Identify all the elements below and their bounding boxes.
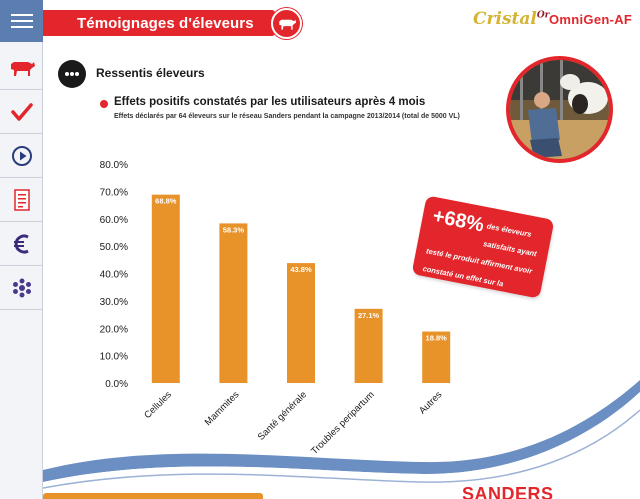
callout-text: des éleveurs satisfaits ayant testé le produit affirment avoir constaté un effet sur la mamelle. xyxy=(418,221,538,297)
bar-value-label: 27.1% xyxy=(357,310,380,320)
y-tick-label: 20.0% xyxy=(99,324,128,336)
bottom-tab-bar[interactable] xyxy=(43,493,263,499)
y-tick-label: 60.0% xyxy=(99,214,128,226)
y-tick-label: 40.0% xyxy=(99,269,128,281)
bar-value-label: 68.8% xyxy=(155,196,177,206)
bar-value-label: 18.8% xyxy=(425,333,447,343)
callout-percentage: +68% xyxy=(430,205,486,237)
y-tick-label: 30.0% xyxy=(99,296,128,308)
y-tick-label: 70.0% xyxy=(99,187,128,199)
chart-title: Effets positifs constatés par les utilisateurs après 4 mois xyxy=(114,96,426,108)
page-title: Témoignages d'éleveurs xyxy=(77,14,254,32)
bar xyxy=(219,223,247,383)
y-tick-label: 50.0% xyxy=(99,242,128,254)
decorative-wave xyxy=(43,370,640,499)
bar-value-label: 58.3% xyxy=(222,225,245,235)
bar xyxy=(287,263,315,383)
cristalor-logo: Cristal$^{Or}$ xyxy=(473,9,550,29)
x-category-label: Cellules xyxy=(142,389,174,422)
y-tick-label: 80.0% xyxy=(99,160,128,171)
omnigen-logo: OmniGen-AF xyxy=(549,12,633,27)
chart-subtitle: Effets déclarés par 64 éleveurs sur le réseau Sanders pendant la campagne 2013/2014 (total de 5000 VL) xyxy=(114,113,460,120)
x-category-label: Santé générale xyxy=(255,389,310,443)
y-tick-label: 0.0% xyxy=(105,379,128,390)
y-tick-label: 10.0% xyxy=(99,351,128,363)
sanders-logo: SANDERS xyxy=(462,484,554,499)
bar-value-label: 43.8% xyxy=(290,265,312,275)
x-category-label: Troubles peripartum xyxy=(309,389,377,457)
bar xyxy=(152,195,180,383)
x-category-label: Autres xyxy=(417,389,445,417)
section-title: Ressentis éleveurs xyxy=(96,66,205,80)
x-category-label: Mammites xyxy=(202,389,242,429)
